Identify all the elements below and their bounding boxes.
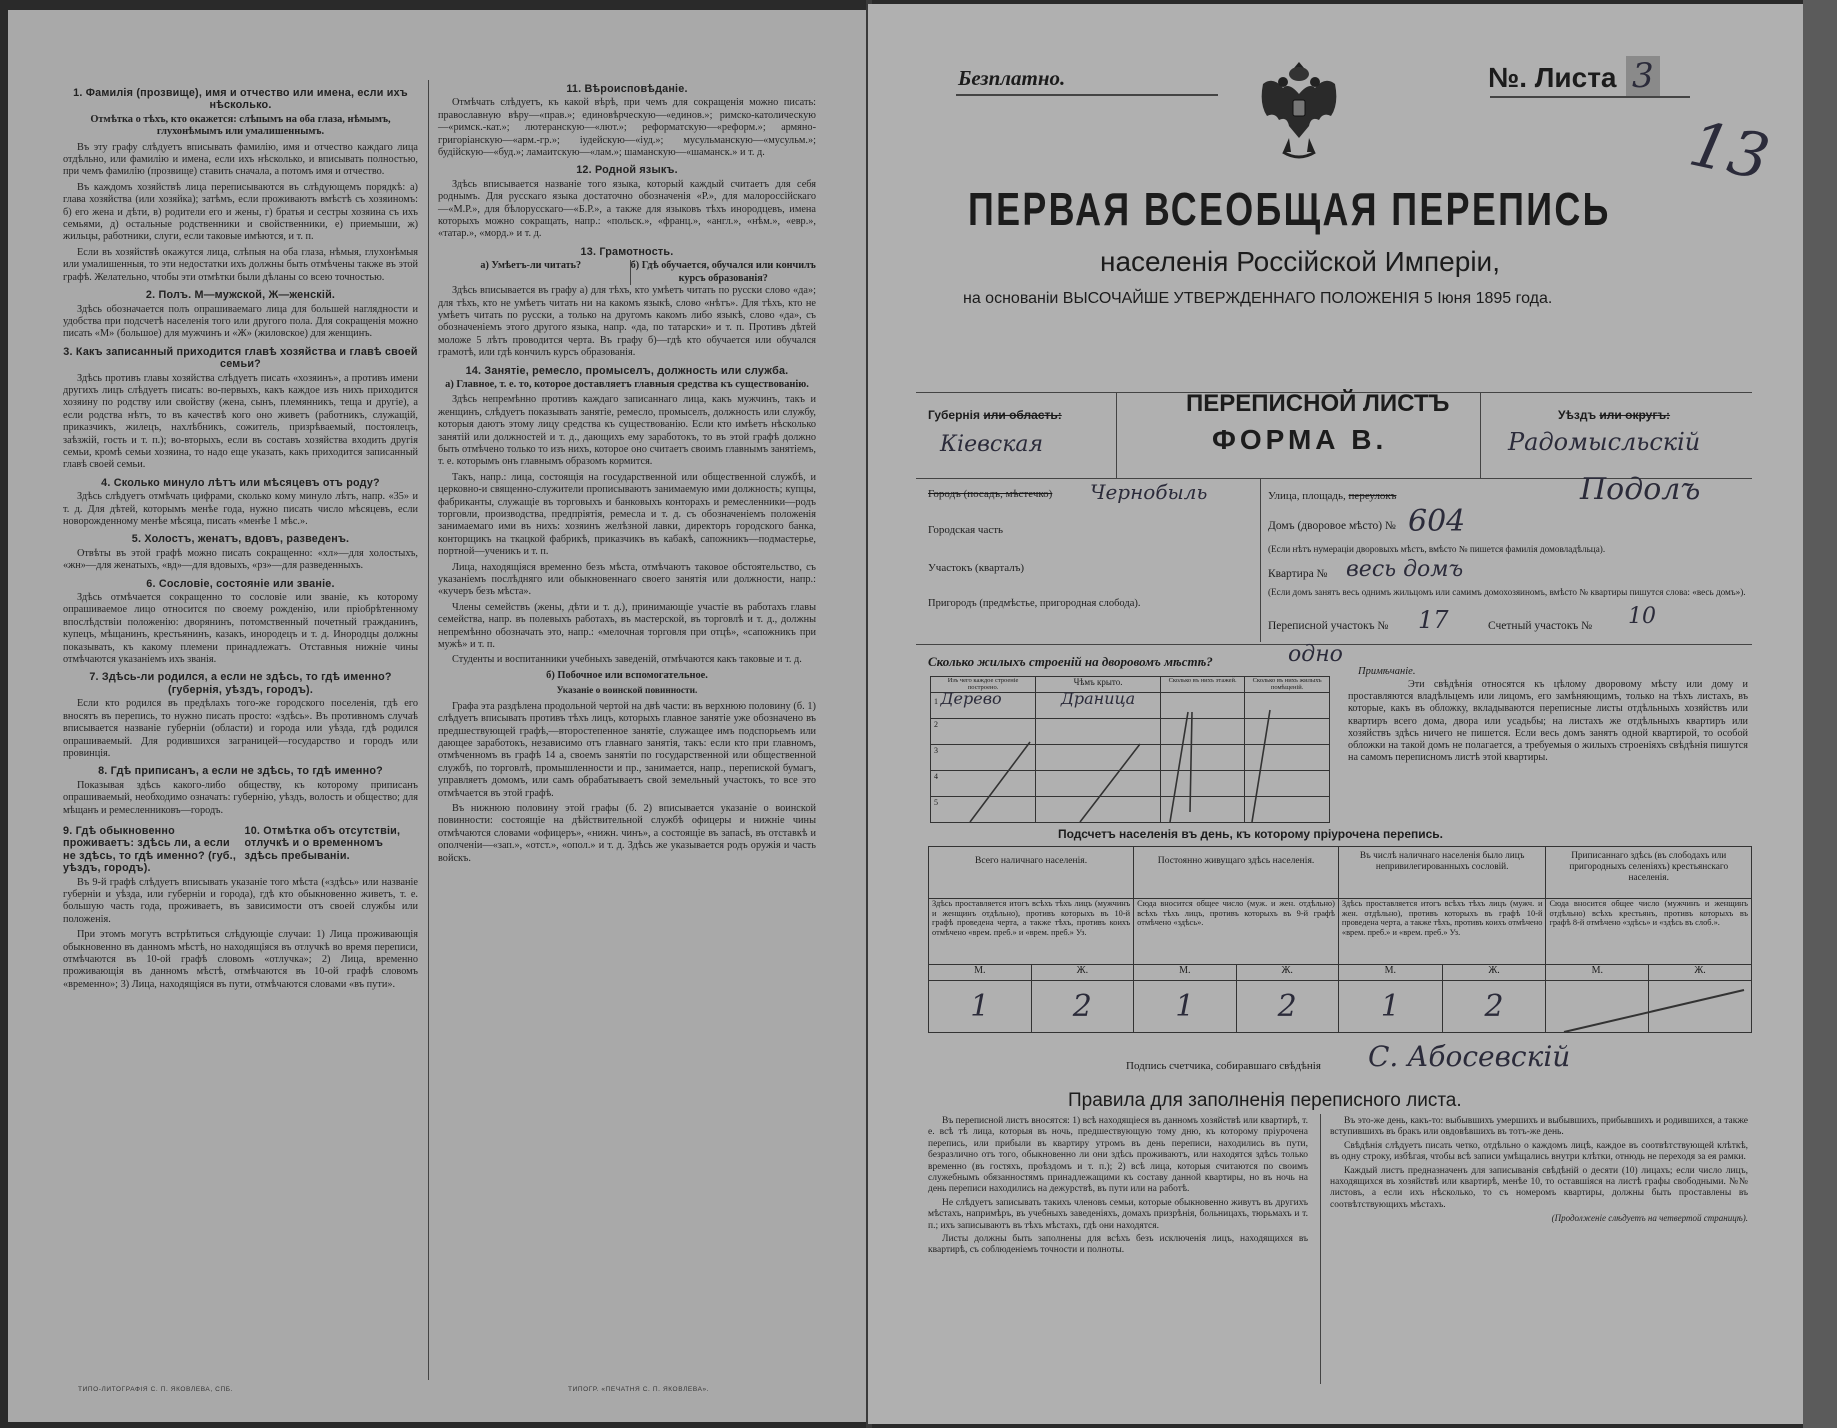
column-divider — [428, 80, 429, 1380]
section-12-text: Здѣсь вписывается названіе того языка, который каждый считаетъ для себя роднымъ. Для русскаго языка достаточно обозначенія «Р.», для малороссійскаго—«М.Р.», для бѣлорусскаго—«Б.Р.», а также для языковъ тѣхъ инородцевъ, имена которыхъ можно сокращать, напр.: «польск.», «франц.», «англ.», «нѣм.», «евр.», «татар.», «морд.» и т. д. — [438, 178, 816, 240]
section-7-title: 7. Здѣсь-ли родился, а если не здѣсь, то гдѣ именно? (губернія, уѣздъ, городъ). — [89, 671, 392, 696]
female-header: Ж. — [1031, 965, 1134, 981]
section-13-text: Здѣсь вписывается въ графу а) для тѣхъ, кто умѣетъ читать по русски слово «да»; для тѣхъ, кто не умѣетъ читать ни на какомъ языкѣ, слово «нѣтъ». Для тѣхъ, кто не умѣетъ читать по русски, а только на другомъ какомъ либо языкѣ, слово «да», съ обозначеніемъ этого другого языка, напр. «да, по татарски» и т. п. Противъ дѣтей моложе 5 лѣтъ проводится черта. Въ графу б)—гдѣ кто обучается или обучался грамотѣ, или гдѣ кончилъ курсъ образованія. — [438, 285, 816, 359]
section-9-title: 9. Гдѣ обыкновенно проживаетъ: здѣсь ли, а если не здѣсь, то гдѣ именно? (губ., уѣздъ, городъ). — [63, 824, 237, 875]
rule-text: Свѣдѣнія слѣдуетъ писать четко, отдѣльно о каждомъ лицѣ, каждое въ соотвѣтствующей клѣткѣ, въ одну строку, избѣгая, чтобы всѣ записи умѣщались внутри клѣтки, отнюдь не переходя за ея рамки. — [1330, 1140, 1748, 1163]
count-value: 1 — [929, 981, 1032, 1033]
male-header: М. — [929, 965, 1032, 981]
count-desc-unprivileged: Здѣсь проставляется итогъ всѣхъ тѣхъ лицъ (мужч. и жен. отдѣльно), противъ которыхъ въ графѣ 10-й проведена черта, а также тѣхъ, противъ коихъ отмѣчено «врем. преб.» и «врем. преб.» Уз. — [1338, 899, 1546, 965]
sheet-number-label: №. Листа — [1488, 62, 1617, 93]
section-14-text: Студенты и воспитанники учебныхъ заведеній, отмѣчаются какъ таковые и т. д. — [452, 654, 802, 666]
section-5-text: Отвѣты въ этой графѣ можно писать сокращенно: «хл»—для холостыхъ, «жн»—для женатыхъ, «вд»—для вдовыхъ, «рз»—для разведенныхъ. — [63, 547, 418, 572]
section-9-10-headers — [63, 820, 418, 877]
section-14a-head: а) Главное, т. е. то, которое доставляетъ главныя средства къ существованію. — [445, 378, 809, 390]
count-value: 2 — [1442, 981, 1546, 1033]
house-number-label: Домъ (дворовое мѣсто) № — [1268, 520, 1396, 532]
count-header-peasants: Приписаннаго здѣсь (въ слободахъ или пригородныхъ селеніяхъ) крестьянскаго населенія. — [1546, 847, 1752, 899]
section-14-text: Лица, находящіяся временно безъ мѣста, отмѣчаютъ таковое обстоятельство, съ указаніемъ послѣдняго или обыкновеннаго своего занятія или должности, напр.: «кучеръ безъ мѣста». — [438, 561, 816, 598]
sheet-number-value: 3 — [1626, 56, 1660, 96]
section-14-text: Графа эта раздѣлена продольной чертой на двѣ части: въ верхнюю половину (б. 1) слѣдуетъ вписывать противъ тѣхъ лицъ, которыхъ главное занятіе уже обозначено въ предшествующей графѣ,—второстепенное занятіе, служащее имъ подспорьемъ или дающее заработокъ, независимо отъ главнаго занятія, такъ: если кто при главномъ, отмѣченномъ въ графѣ 14 а, своемъ занятіи по государственной или общественной службѣ, по торговлѣ, промышленности и пр., занимается, напр., перепиской бумагъ, управляетъ домомъ, или самъ обрабатываетъ свой земельный участокъ, то все это отмѣчается въ этой графѣ. — [438, 700, 816, 799]
enumerator-signature: С. Абосевскій — [1368, 1040, 1571, 1073]
section-2-text: Здѣсь обозначается полъ опрашиваемаго лица для большей наглядности и удобства при подсчетѣ населенія того или другого пола. Для сокращенія можно писать «М» (большое) для мужчинъ и «Ж» (жиловское) для женщинъ. — [63, 303, 418, 340]
suburb-label: Пригородъ (предмѣстье, пригородная слобода). — [928, 598, 1141, 609]
section-14-title: 14. Занятіе, ремесло, промыселъ, должность или служба. — [465, 364, 789, 377]
section-14b-head: б) Побочное или вспомогательное. — [546, 669, 708, 681]
buildings-count-value: одно — [1288, 642, 1343, 667]
row-number: 2 — [931, 719, 1036, 745]
rule-text: Листы должны быть заполнены для всѣхъ безъ исключенія лицъ, находящихся въ квартирѣ, съ соблюденіемъ точности и полноты. — [928, 1234, 1308, 1256]
left-page-instructions — [8, 10, 870, 1422]
section-13-subheads — [438, 260, 816, 285]
form-letter: ФОРМА В. — [1212, 424, 1388, 455]
imperial-eagle-icon — [1253, 54, 1345, 166]
printer-footer-right: ТИПОГР. «ПЕЧАТНЯ С. П. ЯКОВЛЕВА». — [568, 1386, 710, 1393]
row-number: 5 — [931, 797, 1036, 823]
count-value: 2 — [1236, 981, 1338, 1033]
buildings-header-floors: Сколько въ нихъ этажей. — [1160, 677, 1244, 693]
female-header: Ж. — [1442, 965, 1546, 981]
rules-column-2 — [1330, 1116, 1748, 1225]
row-number: 3 — [931, 745, 1036, 771]
section-14-text: Здѣсь непремѣнно противъ каждаго записаннаго лица, какъ мужчинъ, такъ и женщинъ, слѣдуетъ показывать занятіе, ремесло, промыселъ, должность или службу, которыя даютъ этому лицу средства къ существованію. Если кто имѣетъ нѣсколько занятій или должностей и т. д., дающихъ ему заработокъ, то въ этой графѣ должно быть отмѣчено только то изъ нихъ, которое оно считаетъ своимъ главнымъ занятіемъ, т. е. которымъ онъ главнымъ образомъ кормится. — [438, 394, 816, 468]
address-divider — [1260, 478, 1261, 642]
section-6-title: 6. Сословіе, состояніе или званіе. — [146, 577, 335, 590]
section-10-title: 10. Отмѣтка объ отсутствіи, отлучкѣ и о временномъ здѣсь пребываніи. — [244, 824, 401, 862]
section-7-text: Если кто родился въ предѣлахъ того-же городского поселенія, гдѣ его вносятъ въ перепись, то нужно писать просто: «здѣсь». Въ противномъ случаѣ вписывается названіе губерніи (области) и города или уѣзда, гдѣ родился опрашиваемый. Для родившихся заграницей—государство и городъ или провинція. — [63, 698, 418, 759]
right-page-census-form — [868, 4, 1804, 1424]
precinct-label: Участокъ (кварталъ) — [928, 562, 1025, 574]
buildings-header-roof: Чѣмъ крыто. — [1036, 677, 1161, 693]
section-9-text: Въ 9-й графѣ слѣдуетъ вписывать указаніе того мѣста («здѣсь» или названіе губерніи и уѣзда, или губерніи и города), гдѣ кто обыкновенно живетъ, т. е. большую часть года, проживаетъ, въ зависимости отъ своей службы или положенія. — [63, 876, 418, 925]
counting-district-value: 10 — [1628, 604, 1656, 629]
rule-text: Въ это-же день, какъ-то: выбывшихъ умершихъ и выбывшихъ, прибывшихъ и родившихся, а также вступившихъ въ бракъ или овдовѣвшихъ въ тотъ-же день. — [1330, 1116, 1748, 1138]
section-3-title: 3. Какъ записанный приходится главѣ хозяйства и главѣ своей семьи? — [63, 345, 418, 371]
female-header: Ж. — [1236, 965, 1338, 981]
section-6-text: Здѣсь отмѣчается сокращенно то сословіе или званіе, къ которому опрашиваемое лицо относится по своему рожденію, или пріобрѣтенному впослѣдствіи положенію: дворянинъ, потомственный почетный гражданинъ, купецъ, мѣщанинъ, крестьянинъ, казакъ, инородецъ и т. д. Инородцы должны показывать, къ какому племени принадлежатъ. Отставныя нижніе чины отмѣчаются указаніемъ ихъ званія. — [63, 592, 418, 666]
section-14-text: Въ нижнюю половину этой графы (б. 2) вписывается указаніе о воинской повинности: состоящіе на дѣйствительной службѣ офицеры и нижніе чины отмѣчаются словами «офицеръ», «нижн. чинъ», а состоящіе въ запасѣ, въ отставкѣ и ополченіи—«зап.», «отст.», «опол.» и т. д. Здѣсь же указывается родъ оружія и часть войскъ. — [438, 802, 816, 864]
section-1-text: Въ эту графу слѣдуетъ вписывать фамилію, имя и отчество каждаго лица отдѣльно, или фамилію и имена, если ихъ нѣсколько, и вписывать полностью, при чемъ фамилію (прозвище) ставить сначала, а потомъ имя и отчество. — [63, 141, 418, 178]
remark-text: Эти свѣдѣнія относятся къ цѣлому дворовому мѣсту или дому и проставляются владѣльцемъ или лицомъ, его замѣняющимъ, только на тѣхъ листахъ, въ которые, какъ въ обложку, вкладываются переписные листы отдѣльныхъ хозяйствъ или квартиръ всего дома, двора или усадьбы; на листахъ же отдѣльныхъ квартиръ или хозяйствъ здѣсь ничего не пишется. Если весь домъ занятъ одной квартирой, то особой обложки на такой домъ не полагается, а требуемыя о жилыхъ строеніяхъ свѣдѣнія пишутся на самомъ переписномъ листѣ этой квартиры. — [1348, 679, 1748, 764]
count-header-unprivileged: Въ числѣ наличнаго населенія было лицъ непривилегированныхъ сословій. — [1338, 847, 1546, 899]
buildings-header-material: Изъ чего каждое строеніе построено. — [931, 677, 1036, 693]
male-header: М. — [1338, 965, 1442, 981]
count-header-total: Всего наличнаго населенія. — [929, 847, 1134, 899]
count-desc-peasants: Сюда вносится общее число (мужчинъ и женщинъ отдѣльно) всѣхъ крестьянъ, противъ которыхъ въ графѣ 8-й отмѣчено «здѣсь» и «здѣсь въ слоб.». — [1546, 899, 1752, 965]
rules-divider — [1320, 1114, 1321, 1384]
buildings-strike-marks — [930, 692, 1332, 826]
census-district-value: 17 — [1418, 606, 1449, 634]
section-8-text: Показывая здѣсь какого-либо обществу, къ которому приписанъ опрашиваемый, необходимо означать: губернію, уѣздъ, волость и общество; для мѣщанъ и ремесленниковъ—городъ. — [63, 779, 418, 816]
printer-footer-left: ТИПО-ЛИТОГРАФІЯ С. П. ЯКОВЛЕВА, СПБ. — [78, 1386, 234, 1393]
instructions-column-2 — [438, 78, 816, 868]
count-header-permanent: Постоянно живущаго здѣсь населенія. — [1134, 847, 1339, 899]
house-number-value: 604 — [1408, 504, 1466, 539]
counting-district-label: Счетный участокъ № — [1488, 620, 1593, 632]
address-divider — [1116, 392, 1117, 478]
address-divider — [1480, 392, 1481, 478]
free-label: Безплатно. — [958, 66, 1066, 90]
section-11-title: 11. Вѣроисповѣданіе. — [566, 83, 688, 95]
section-4-text: Здѣсь слѣдуетъ отмѣчать цифрами, сколько кому минуло лѣтъ, напр. «35» и т. д. Для дѣтей, которымъ менѣе года, нужно писать число мѣсяцевъ, если новорожденному менѣе мѣсяца, писать «менѣе 1 мѣс.». — [63, 491, 418, 527]
book-edge-shadow — [1803, 0, 1837, 1428]
rules-title: Правила для заполненія переписного листа. — [1068, 1090, 1462, 1111]
section-1-title: 1. Фамилія (прозвище), имя и отчество или имена, если ихъ нѣсколько. — [73, 87, 408, 112]
section-14b-note: Указаніе о воинской повинности. — [556, 686, 698, 697]
town-label: Городъ (посадъ, мѣстечко) — [928, 488, 1053, 500]
section-8-title: 8. Гдѣ приписанъ, а если не здѣсь, то гдѣ именно? — [98, 765, 383, 778]
buildings-material-value: Дерево — [940, 689, 1002, 708]
apartment-value: весь домъ — [1346, 557, 1464, 582]
section-3-text: Здѣсь противъ главы хозяйства слѣдуетъ писать «хозяинъ», а противъ имени другихъ лицъ слѣдуетъ писать: во-первыхъ, какъ каждое изъ нихъ приходится хозяину по родству или свойству (жена, сынъ, племянникъ, теща и другіе), а если родства нѣтъ, то въ качествѣ кого оно живетъ (работникъ, служащій, приказчикъ, жилецъ, нахлѣбникъ, сожитель, призрѣваемый, постоялецъ, заѣзжій, гость и т. п.); во-вторыхъ, если въ составъ хозяйства входить другія семьи, кромѣ семьи хозяина, то надо еще указать, какъ приходится записанный главѣ своей семьи. — [63, 372, 418, 471]
male-header: М. — [1546, 965, 1649, 981]
section-1-note: Отмѣтка о тѣхъ, кто окажется: слѣпымъ на оба глаза, нѣмымъ, глухонѣмымъ или умалишеннымъ. — [90, 113, 391, 138]
buildings-count-label: Сколько жилыхъ строеній на дворовомъ мѣстѣ? — [928, 654, 1213, 669]
section-9-text: При этомъ могутъ встрѣтиться слѣдующіе случаи: 1) Лица проживающія обыкновенно въ данномъ мѣстѣ, но находящіяся въ отлучкѣ во время переписи, отмѣчаются въ 10-ой графѣ словомъ «отлучка»; 2) Лица, временно проживающія въ данномъ мѣстѣ, отмѣчаются въ 10-ой графѣ словомъ «временно»; 3) Лица, находящіяся въ пути, отмѣчаются словами «въ пути». — [63, 929, 418, 990]
section-12-title: 12. Родной языкъ. — [576, 164, 678, 177]
signature-label: Подпись счетчика, собиравшаго свѣдѣнія — [1126, 1060, 1321, 1072]
count-desc-permanent: Сюда вносится общее число (муж. и жен. отдѣльно) всѣхъ тѣхъ лицъ, противъ которыхъ въ 9-й графѣ отмѣчено «здѣсь». — [1134, 899, 1339, 965]
apartment-label: Квартира № — [1268, 568, 1328, 580]
census-subtitle: населенія Россійской Имперіи, — [1100, 246, 1500, 277]
section-13-title: 13. Грамотность. — [580, 245, 674, 258]
count-value: 2 — [1031, 981, 1134, 1033]
rule-text: Въ переписной листъ вносятся: 1) всѣ находящіеся въ данномъ хозяйствѣ или квартирѣ, т. е. всѣ тѣ лица, которыя въ ночь, предшествующую тому дню, къ которому пріурочена перепись, или прибыли въ квартиру утромъ въ день переписи, находились въ пути, безразлично отъ того, обыкновенно ли они здѣсь проживаютъ, или находятся здѣсь только временно (въ гостяхъ, проѣздомъ и т. п.); 2) всѣ лица, которыя считаются по своимъ служебнымъ обязанностямъ принадлежащими къ составу данной квартиры, но въ ночь на день переписи находились на дежурствѣ, въ пути или на работѣ. — [928, 1116, 1308, 1195]
rule-text: Не слѣдуетъ записывать такихъ членовъ семьи, которые обыкновенно живутъ въ другихъ мѣстахъ, напримѣръ, въ учебныхъ заведеніяхъ, домахъ призрѣнія, больницахъ, тюрьмахъ и т. п.; ихъ записываютъ въ тѣхъ мѣстахъ, гдѣ они находятся. — [928, 1197, 1308, 1231]
street-label: Улица, площадь, переулокъ — [1268, 490, 1397, 502]
section-5-title: 5. Холостъ, женатъ, вдовъ, разведенъ. — [131, 533, 350, 546]
uezd-value: Радомысльскій — [1508, 428, 1701, 456]
street-value: Подолъ — [1580, 472, 1701, 507]
corner-handwritten-number: 13 — [1683, 106, 1776, 195]
rule-text: Каждый листъ предназначенъ для записыванія свѣдѣній о десяти (10) лицахъ; если число лицъ, находящихся въ хозяйствѣ или квартирѣ, менѣе 10, то оставшіяся на листѣ графы свободными. №№ листовъ, а если ихъ нѣсколько, то съ номеромъ квартиры, должны быть проставлены въ соотвѣтствующихъ мѣстахъ. — [1330, 1165, 1748, 1210]
buildings-cell: 1 Дерево — [931, 693, 1036, 719]
section-11-text: Отмѣчать слѣдуетъ, къ какой вѣрѣ, при чемъ для сокращенія можно писать: православную вѣру—«прав.»; единовѣрческую—«единов.»; римско-католическую—«римск.-кат.»; лютеранскую—«лют.»; реформатскую—«реформ.»; армяно-григоріанскую—«арм.-гр.»; іудейскую—«іуд.»; мусульманскую—«мусульм.»; будійскую—«буд.»; ламаитскую—«лам.»; шаманскую—«шаманск.» и т. д. — [438, 97, 816, 159]
section-1-text: Если въ хозяйствѣ окажутся лица, слѣпыя на оба глаза, нѣмыя, глухонѣмыя или умалишенныя, то эти недостатки ихъ должны быть отмѣчены также въ этой графѣ. Желательно, чтобы эти отмѣтки были дѣланы со всею точностью. — [63, 246, 418, 283]
header-rule-left — [956, 94, 1218, 96]
census-legal-basis: на основаніи ВЫСОЧАЙШЕ УТВЕРЖДЕННАГО ПОЛОЖЕНІЯ 5 Іюня 1895 года. — [963, 290, 1553, 307]
gubernia-value: Кіевская — [940, 432, 1044, 457]
section-14-text: Члены семействъ (жены, дѣти и т. д.), принимающіе участіе въ работахъ главы семейства, напр. въ полевыхъ работахъ, въ мастерской, въ торговлѣ и т. д., должны непремѣнно обозначать это, напр.: «мелочная торговля при отцѣ», «сапожникъ при мужѣ» и т. п. — [438, 601, 816, 651]
remark-label: Примѣчаніе. — [1358, 666, 1416, 677]
apartment-note: (Если домъ занятъ весь однимъ жильцомъ или самимъ домохозяиномъ, вмѣсто № квартиры пишутся слова: «весь домъ»). — [1268, 587, 1746, 597]
male-header: М. — [1134, 965, 1236, 981]
rules-column-1 — [928, 1116, 1308, 1259]
form-title: ПЕРЕПИСНОЙ ЛИСТЪ — [1186, 390, 1450, 417]
buildings-header-rooms: Сколько въ нихъ жилыхъ помѣщеній. — [1245, 677, 1330, 693]
census-district-label: Переписной участокъ № — [1268, 620, 1389, 632]
uezd-label: Уѣздъ или округъ: — [1558, 408, 1671, 422]
city-district-label: Городская часть — [928, 524, 1004, 536]
town-value: Чернобыль — [1090, 480, 1208, 504]
row-number: 4 — [931, 771, 1036, 797]
peasant-count-strike-mark — [1544, 984, 1754, 1036]
instructions-column-1 — [63, 82, 418, 994]
section-13a-head: а) Умѣетъ-ли читать? — [480, 260, 582, 272]
section-2-title: 2. Полъ. М—мужской, Ж—женскій. — [145, 289, 336, 302]
section-13b-head: б) Гдѣ обучается, обучался или кончилъ курсъ образованія? — [630, 260, 816, 284]
header-rule-right — [1490, 96, 1690, 98]
section-4-title: 4. Сколько минуло лѣтъ или мѣсяцевъ отъ роду? — [101, 476, 380, 489]
count-desc-total: Здѣсь проставляется итогъ всѣхъ тѣхъ лицъ (мужчинъ и женщинъ отдѣльно), противъ которыхъ въ 10-й графѣ проведена черта, а также тѣхъ, противъ коихъ отмѣчено «врем. преб.» и «врем. преб.» Уз. — [929, 899, 1134, 965]
section-14-text: Такъ, напр.: лица, состоящія на государственной или общественной службѣ, и церковно-и священно-служители прописываютъ занимаемую ими должность; купцы, фабриканты, служащіе въ торговыхъ и банковыхъ конторахъ и ремесленники—родъ торговли, производства, предпріятія, ремесла и т. д. съ обозначеніемъ положенія занимаемаго ими въ нихъ: хозяинъ желѣзной лавки, директоръ городского банка, конторщикъ на ткацкой фабрикѣ, приказчикъ въ кабакѣ, сапожникъ—подмастерье, портной—ученикъ и т. п. — [438, 471, 816, 558]
count-value: 1 — [1134, 981, 1236, 1033]
house-number-note: (Если нѣтъ нумераціи дворовыхъ мѣстъ, вмѣсто № пишется фамилія домовладѣльца). — [1268, 544, 1606, 554]
count-value: 1 — [1338, 981, 1442, 1033]
rules-continuation: (Продолженіе слѣдуетъ на четвертой страницѣ). — [1551, 1213, 1748, 1224]
buildings-roof-value: Драница — [1036, 693, 1161, 719]
gubernia-label: Губернія или область: — [928, 408, 1062, 422]
population-count-title: Подсчетъ населенія въ день, къ которому пріурочена перепись. — [1058, 827, 1443, 841]
female-header: Ж. — [1649, 965, 1752, 981]
section-1-text: Въ каждомъ хозяйствѣ лица переписываются въ слѣдующемъ порядкѣ: а) глава хозяйства (или хозяйка); затѣмъ, если проживаютъ вмѣстѣ съ хозяиномъ: б) его жена и дѣти, в) родители его и жены, г) братья и сестры хозяина съ ихъ семьями, д) остальные родственники и свойственники, е) приемыши, ж) жильцы, работники, слуги, если таковые имѣются, и т. п. — [63, 181, 418, 243]
census-title: ПЕРВАЯ ВСЕОБЩАЯ ПЕРЕПИСЬ — [968, 183, 1611, 235]
